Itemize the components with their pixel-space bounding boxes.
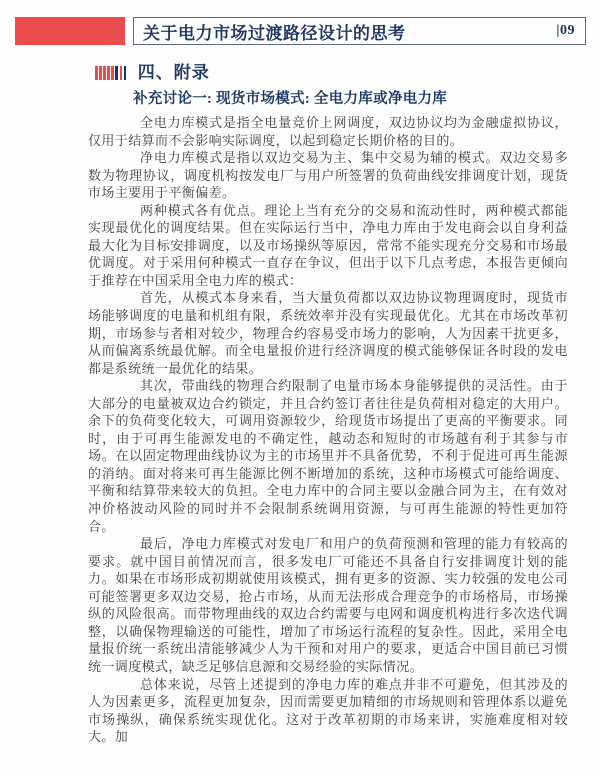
header-title-box [133,17,586,45]
paragraph-5: 其次，带曲线的物理合约限制了电量市场本身能够提供的灵活性。由于大部分的电量被双边合约锁定，并且合约签订者往往是负荷相对稳定的大用户。余下的负荷变化较大，可调用资源较少，给现货市场提出了更高的平衡要求。同时，由于可再生能源发电的不确定性，越动态和短时的市场越有利于其参与市场。在以固定物理曲线协议为主的市场里并不具备优势，不利于促进可再生能源的消纳。面对将来可再生能源比例不断增加的系统，这种市场模式可能给调度、平衡和结算带来较大的负担。全电力库中的合同主要以金融合同为主，在有效对冲价格波动风险的同时并不会限制系统调用资源，与可再生能源的特性更加符合。 [88,378,568,534]
page-number: |09 [556,23,575,38]
section-heading-row [95,63,210,82]
section-bars-icon [95,66,128,80]
subsection-heading: 补充讨论一: 现货市场模式: 全电力库或净电力库 [133,91,448,107]
paragraph-6: 最后，净电力库模式对发电厂和用户的负荷预测和管理的能力有较高的要求。就中国目前情况而言，很多发电厂可能还不具备自行安排调度计划的能力。如果在市场形成初期就使用该模式，拥有更多的资源、实力较强的发电公司可能签署更多双边交易，抢占市场，从而无法形成合理竞争的市场格局，市场操纵的风险很高。而带物理曲线的双边合约需要与电网和调度机构进行多次迭代调整，以确保物理输送的可能性，增加了市场运行流程的复杂性。因此，采用全电量报价统一系统出清能够减少人为干预和对用户的要求，更适合中国目前已习惯统一调度模式，缺乏足够信息源和交易经验的实际情况。 [88,536,568,674]
header-red-block [15,17,125,45]
paragraph-1: 全电力库模式是指全电量竞价上网调度，双边协议均为金融虚拟协议，仅用于结算而不会影响实际调度，以起到稳定长期价格的目的。 [88,115,568,148]
paragraph-4: 首先，从模式本身来看，当大量负荷都以双边协议物理调度时，现货市场能够调度的电量和机组有限，系统效率并没有实现最优化。尤其在市场改革初期，市场参与者相对较少，物理合约容易受市场力的影响，人为因素干扰更多，从而偏离系统最优解。而全电量报价进行经济调度的模式能够保证各时段的发电都是系统统一最优化的结果。 [88,290,568,376]
section-heading: 四、附录 [137,63,210,82]
document-title: 关于电力市场过渡路径设计的思考 [143,23,406,43]
body-text [88,114,568,746]
paragraph-2: 净电力库模式是指以双边交易为主、集中交易为辅的模式。双边交易多数为物理协议，调度机构按发电厂与用户所签署的负荷曲线安排调度计划，现货市场主要用于平衡偏差。 [88,150,568,201]
page-header [15,17,586,45]
paragraph-3: 两种模式各有优点。理论上当有充分的交易和流动性时，两种模式都能实现最优化的调度结果。但在实际运行当中，净电力库由于发电商会以自身利益最大化为目标安排调度，以及市场操纵等原因，常常不能实现充分交易和市场最优调度。对于采用何种模式一直存在争议，但出于以下几点考虑，本报告更倾向于推荐在中国采用全电力库的模式： [88,202,568,288]
paragraph-7: 总体来说，尽管上述提到的净电力库的难点并非不可避免，但其涉及的人为因素更多，流程更加复杂，因而需要更加精细的市场规则和管理体系以避免市场操纵，确保系统实现优化。这对于改革初期的市场来讲，实施难度相对较大。加 [88,676,568,745]
